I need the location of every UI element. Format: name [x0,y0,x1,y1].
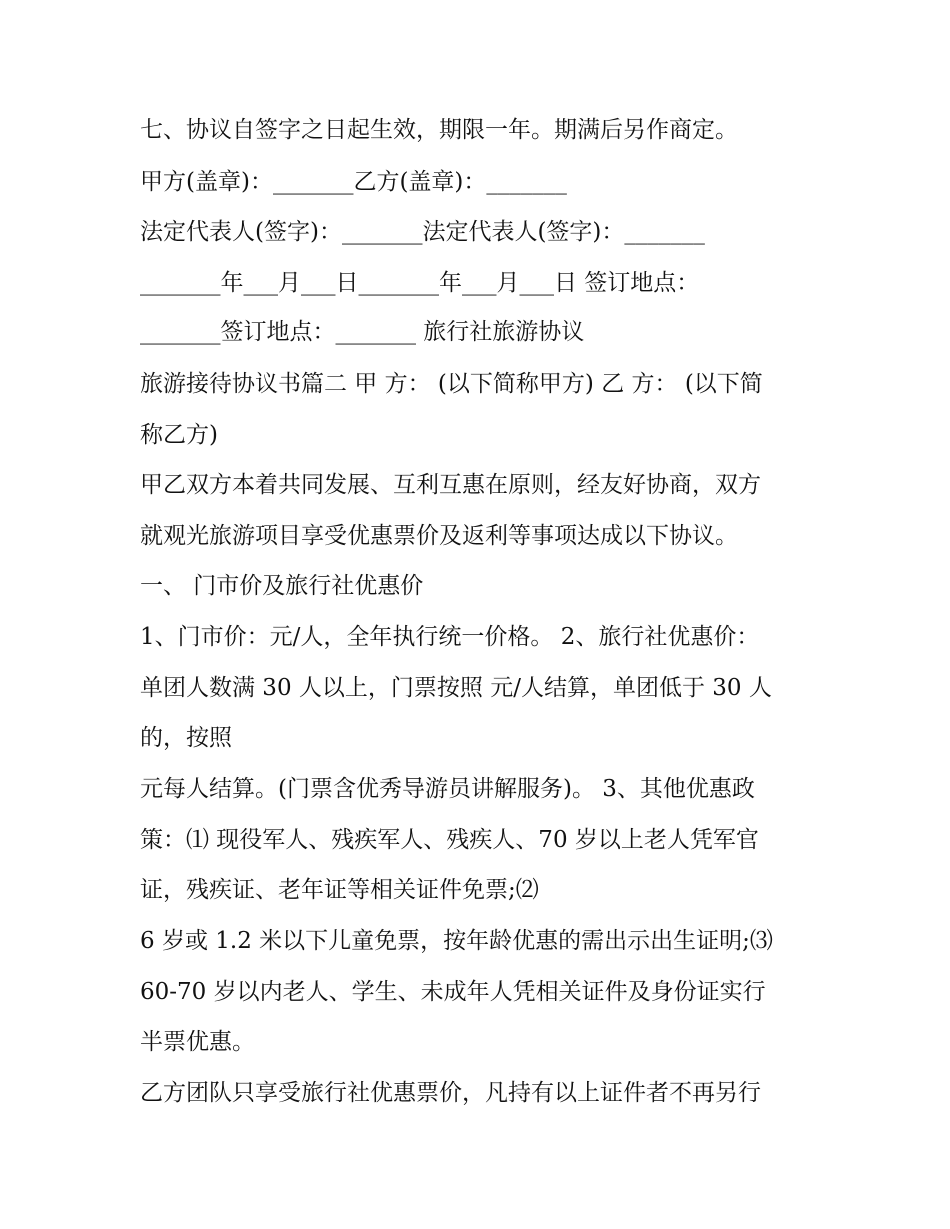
text-line: 元每人结算。(门票含优秀导游员讲解服务)。 3、其他优惠政 [140,776,755,802]
text-line: 单团人数满 30 人以上，门票按照 元/人结算，单团低于 30 人 [140,675,772,701]
text-line: 策：⑴ 现役军人、残疾军人、残疾人、70 岁以上老人凭军官 [140,827,759,853]
text-line: 半票优惠。 [140,1029,255,1055]
text-line: 甲乙双方本着共同发展、互利互惠在原则，经友好协商，双方 [140,472,761,498]
text-line: 就观光旅游项目享受优惠票价及返利等事项达成以下协议。 [140,523,738,549]
text-line: 的，按照 [140,725,232,751]
text-line: 证，残疾证、老年证等相关证件免票;⑵ [140,877,539,903]
text-line: _______签订地点：_______ 旅行社旅游协议 [140,319,585,345]
text-line: 七、协议自签字之日起生效，期限一年。期满后另作商定。 [140,117,738,143]
text-line: 乙方团队只享受旅行社优惠票价，凡持有以上证件者不再另行 [140,1080,761,1106]
text-line: 法定代表人(签字)：_______法定代表人(签字)：_______ [140,219,705,245]
text-line: 旅游接待协议书篇二 甲 方： (以下简称甲方) 乙 方： (以下简 [140,371,763,397]
text-line: 60-70 岁以内老人、学生、未成年人凭相关证件及身份证实行 [140,979,766,1005]
text-line: _______年___月___日_______年___月___日 签订地点： [140,270,700,296]
text-line: 甲方(盖章)：_______乙方(盖章)：_______ [140,169,567,195]
section-heading: 一、 门市价及旅行社优惠价 [140,573,424,599]
text-line: 6 岁或 1.2 米以下儿童免票，按年龄优惠的需出示出生证明;⑶ [140,928,773,954]
text-line: 称乙方) [140,422,218,448]
text-line: 1、门市价：元/人，全年执行统一价格。 2、旅行社优惠价： [140,624,760,650]
